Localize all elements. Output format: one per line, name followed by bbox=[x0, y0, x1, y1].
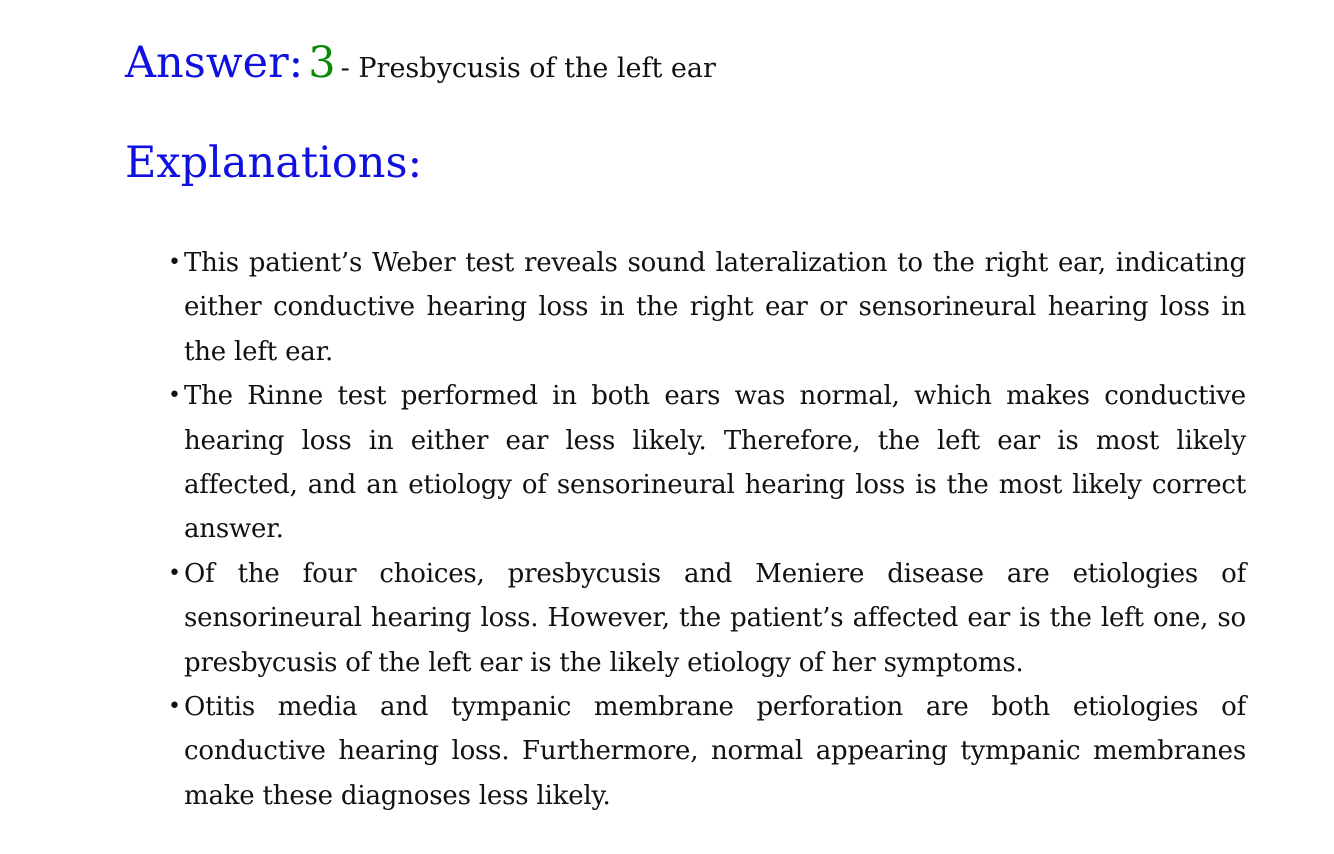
answer-text: - Presbycusis of the left ear bbox=[340, 53, 716, 84]
explanation-item bbox=[168, 241, 1246, 374]
explanation-item bbox=[168, 685, 1246, 818]
explanation-text: The Rinne test performed in both ears was normal, which makes conductive hearing loss in either ear less likely. Therefore, the left ear is most likely affected, and an etiology of sensorineural hearing loss is the most likely correct answer. bbox=[184, 381, 1246, 545]
explanations-heading: Explanations: bbox=[125, 138, 423, 188]
explanation-text: Of the four choices, presbycusis and Meniere disease are etiologies of sensorineural hearing loss. However, the patient’s affected ear is the left one, so presbycusis of the left ear is the likely etiology of her symptoms. bbox=[184, 558, 1246, 678]
bullet-icon: • bbox=[168, 694, 181, 720]
explanation-item bbox=[168, 374, 1246, 552]
bullet-icon: • bbox=[168, 560, 181, 586]
answer-label: Answer: bbox=[125, 38, 304, 88]
explanation-item bbox=[168, 552, 1246, 685]
answer-number: 3 bbox=[308, 38, 336, 88]
explanations-list bbox=[168, 241, 1246, 818]
bullet-icon: • bbox=[168, 250, 181, 275]
answer-line bbox=[125, 38, 716, 88]
explanation-text: This patient’s Weber test reveals sound lateralization to the right ear, indicating either conductive hearing loss in the right ear or sensorineural hearing loss in the left ear. bbox=[184, 248, 1246, 367]
explanation-text: Otitis media and tympanic membrane perforation are both etiologies of conductive hearing loss. Furthermore, normal appearing tympanic membranes make these diagnoses less likely. bbox=[184, 692, 1246, 811]
bullet-icon: • bbox=[168, 383, 181, 409]
